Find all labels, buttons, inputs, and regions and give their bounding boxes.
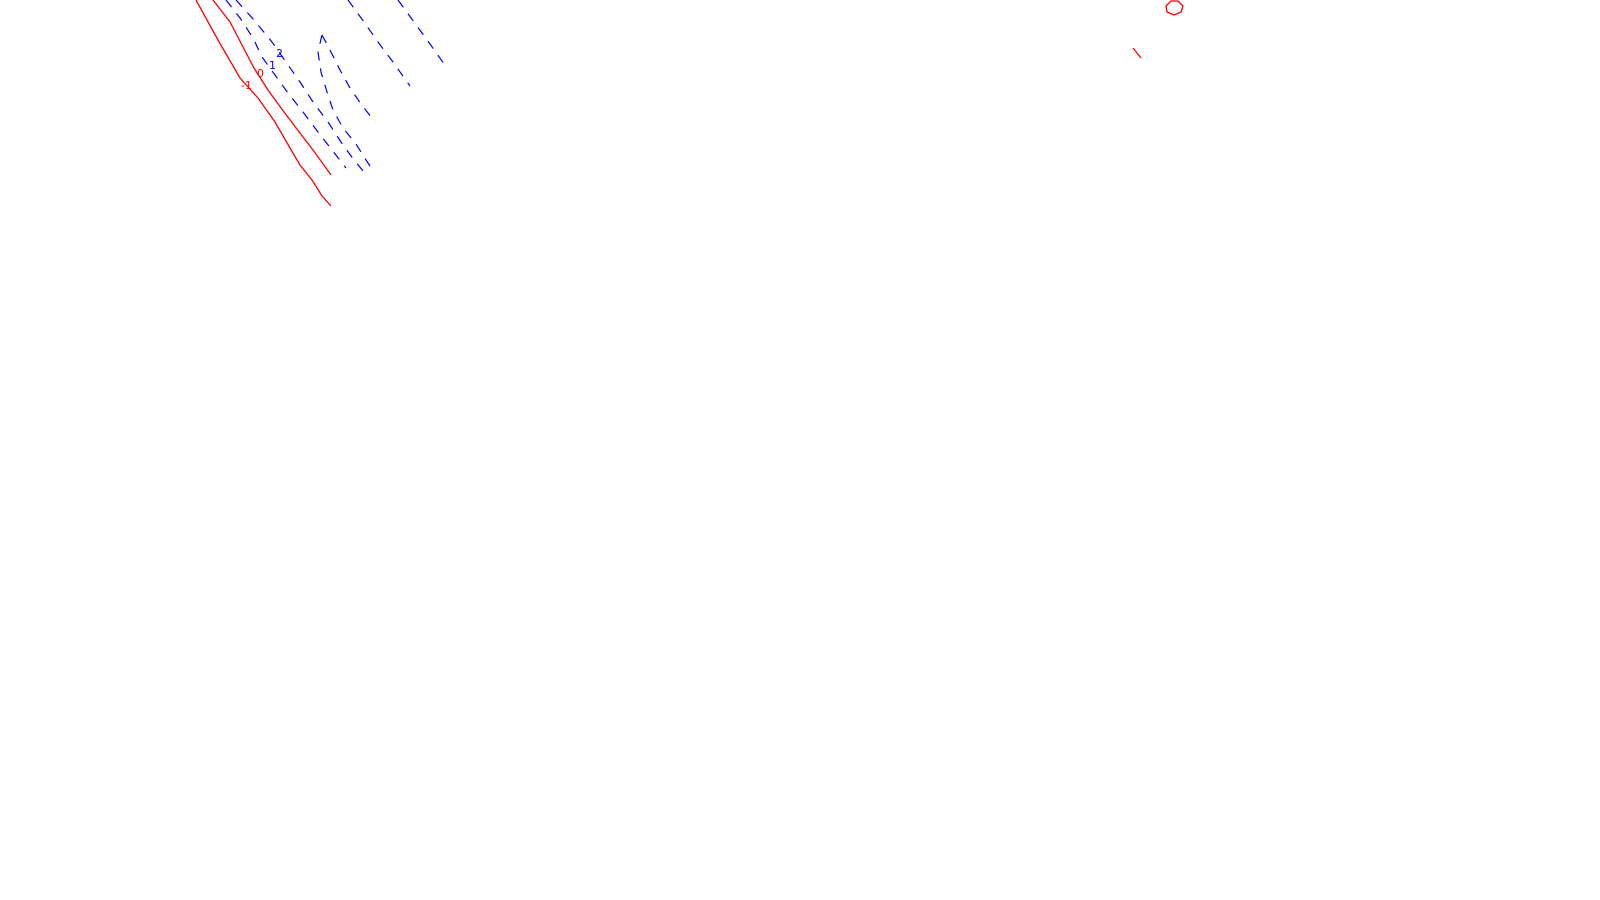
contour-label-two: 2 bbox=[276, 47, 283, 60]
contour-small-segment bbox=[1133, 48, 1141, 58]
contour-small-closed-loop bbox=[1166, 1, 1183, 15]
contour-line-zero bbox=[213, 0, 331, 175]
contour-label-one: 1 bbox=[269, 59, 276, 72]
contour-line-tongue bbox=[322, 35, 375, 122]
contour-line-upper-a bbox=[348, 0, 410, 86]
dashed-contour-group bbox=[226, 0, 447, 172]
contour-label-zero: 0 bbox=[257, 67, 264, 80]
contour-line-tongue-inner bbox=[318, 35, 374, 172]
solid-contour-group bbox=[196, 0, 1183, 206]
contour-line-two bbox=[236, 0, 364, 172]
contour-line-upper-b bbox=[398, 0, 447, 68]
contour-label-minus-one: -1 bbox=[241, 79, 252, 92]
contour-label-group bbox=[241, 47, 283, 92]
